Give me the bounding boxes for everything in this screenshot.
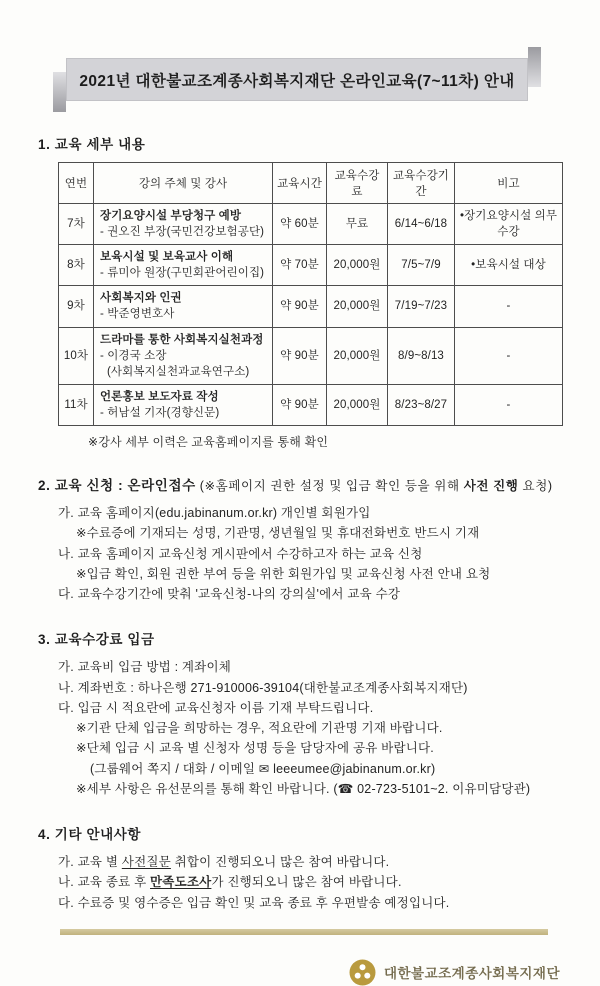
notice-ga-pre: 가. 교육 별 — [58, 855, 122, 870]
row-period: 6/14~6/18 — [388, 204, 455, 245]
row-no: 11차 — [59, 384, 94, 425]
title-banner — [66, 58, 528, 101]
list-item: 가. 교육비 입금 방법 : 계좌이체 — [58, 660, 232, 675]
lecturer: - 이경국 소장 — [100, 349, 167, 362]
section2-heading-paren — [196, 479, 553, 493]
list-item: 다. 입금 시 적요란에 교육신청자 이름 기재 부탁드립니다. — [58, 700, 374, 715]
section2-heading — [38, 474, 566, 494]
row-topic-lecturer — [94, 384, 273, 425]
row-time: 약 60분 — [273, 204, 327, 245]
row-no: 7차 — [59, 204, 94, 245]
contact-email-line: (그룹웨어 쪽지 / 대화 / 이메일 ✉ leeeumee@jabinanum.or.kr) — [90, 761, 436, 776]
row-no: 10차 — [59, 327, 94, 384]
notice-ga-underlined: 사전질문 — [121, 855, 171, 870]
row-no: 8차 — [59, 245, 94, 286]
row-note: - — [455, 327, 563, 384]
section2-paren-bold: 사전 진행 — [463, 479, 519, 494]
section-application — [38, 474, 566, 604]
row-topic-lecturer — [94, 286, 273, 327]
section-fee-payment — [38, 628, 566, 799]
row-fee: 20,000원 — [327, 327, 388, 384]
col-header-topic-lecturer: 강의 주체 및 강사 — [94, 163, 273, 204]
notice-ga-post: 취합이 진행되오니 많은 참여 바랍니다. — [170, 855, 390, 870]
lecturer: - 박준영변호사 — [100, 308, 175, 321]
table-row — [59, 204, 563, 245]
col-header-note: 비고 — [455, 163, 563, 204]
list-item: 다. 교육수강기간에 맞춰 '교육신청-나의 강의실'에서 교육 수강 — [58, 587, 401, 602]
row-period: 8/23~8/27 — [388, 384, 455, 425]
section3-heading: 3. 교육수강료 입금 — [38, 632, 155, 648]
lecture-topic: 언론홍보 보도자료 작성 — [100, 390, 219, 403]
section4-heading: 4. 기타 안내사항 — [38, 827, 142, 843]
row-period: 8/9~8/13 — [388, 327, 455, 384]
row-topic-lecturer — [94, 327, 273, 384]
footer — [38, 959, 566, 986]
row-note: •보육시설 대상 — [455, 245, 563, 286]
page-title: 2021년 대한불교조계종사회복지재단 온라인교육(7~11차) 안내 — [66, 58, 528, 101]
notice-na-pre: 나. 교육 종료 후 — [58, 875, 151, 890]
list-item — [58, 852, 566, 872]
banner-shadow-right — [528, 47, 541, 87]
table-row — [59, 286, 563, 327]
notice-na-underlined: 만족도조사 — [150, 875, 212, 890]
lecture-topic: 보육시설 및 보육교사 이해 — [100, 251, 234, 264]
banner-shadow-left — [53, 72, 66, 112]
row-period: 7/5~7/9 — [388, 245, 455, 286]
section2-paren-post: 요청) — [518, 479, 553, 494]
divider-bar — [60, 929, 548, 935]
section-other-notices — [38, 823, 566, 913]
list-item: 나. 계좌번호 : 하나은행 271-910006-39104(대한불교조계종사회복지재단) — [58, 680, 468, 695]
col-header-no: 연번 — [59, 163, 94, 204]
list-item: 가. 교육 홈페이지(edu.jabinanum.or.kr) 개인별 회원가입 — [58, 506, 371, 521]
row-time: 약 90분 — [273, 384, 327, 425]
row-note: - — [455, 384, 563, 425]
row-fee: 20,000원 — [327, 286, 388, 327]
row-note: - — [455, 286, 563, 327]
foundation-logo-icon — [349, 959, 376, 986]
lecturer: - 허남설 기자(경향신문) — [100, 406, 220, 419]
col-header-period: 교육수강기간 — [388, 163, 455, 204]
row-time: 약 70분 — [273, 245, 327, 286]
col-header-fee: 교육수강료 — [327, 163, 388, 204]
notice-na-post: 가 진행되오니 많은 참여 바랍니다. — [211, 875, 402, 890]
table-footnote: ※강사 세부 이력은 교육홈페이지를 통해 확인 — [88, 435, 329, 450]
section2-paren-pre: (※홈페이지 권한 설정 및 입금 확인 등을 위해 — [195, 479, 464, 494]
lecture-topic: 장기요양시설 부당청구 예방 — [100, 210, 242, 222]
row-fee: 20,000원 — [327, 245, 388, 286]
lecture-topic: 사회복지와 인권 — [100, 292, 182, 305]
table-row — [59, 327, 563, 384]
list-subitem: ※수료증에 기재되는 성명, 기관명, 생년월일 및 휴대전화번호 반드시 기재 — [76, 526, 480, 541]
lecture-topic: 드라마를 통한 사회복지실천과정 — [100, 333, 264, 346]
section2-heading-main: 2. 교육 신청 : 온라인접수 — [38, 478, 196, 494]
table-row — [59, 245, 563, 286]
row-note: •장기요양시설 의무수강 — [455, 204, 563, 245]
table-header-row — [59, 163, 563, 204]
list-item — [58, 872, 566, 892]
list-item: 다. 수료증 및 영수증은 입금 확인 및 교육 종료 후 우편발송 예정입니다. — [58, 895, 450, 910]
lecturer: - 류미아 원장(구민회관어린이집) — [100, 267, 265, 280]
row-fee: 20,000원 — [327, 384, 388, 425]
row-topic-lecturer — [94, 245, 273, 286]
row-fee: 무료 — [327, 204, 388, 245]
lecturer-affiliation: (사회복지실천과교육연구소) — [107, 365, 250, 378]
row-time: 약 90분 — [273, 327, 327, 384]
lecturer: - 권오진 부장(국민건강보험공단) — [100, 226, 265, 239]
row-topic-lecturer — [94, 204, 273, 245]
list-subitem: ※입금 확인, 회원 권한 부여 등을 위한 회원가입 및 교육신청 사전 안내 요청 — [76, 566, 491, 581]
list-subitem: ※기관 단체 입금을 희망하는 경우, 적요란에 기관명 기재 바랍니다. — [76, 721, 443, 736]
section1-heading: 1. 교육 세부 내용 — [38, 137, 146, 152]
row-period: 7/19~7/23 — [388, 286, 455, 327]
row-no: 9차 — [59, 286, 94, 327]
row-time: 약 90분 — [273, 286, 327, 327]
foundation-name: 대한불교조계종사회복지재단 — [383, 966, 560, 982]
section-education-details — [38, 133, 566, 450]
list-item: 나. 교육 홈페이지 교육신청 게시판에서 수강하고자 하는 교육 신청 — [58, 546, 423, 561]
list-subitem: ※단체 입금 시 교육 별 신청자 성명 등을 담당자에 공유 바랍니다. — [76, 741, 434, 756]
col-header-time: 교육시간 — [273, 163, 327, 204]
contact-phone-line: ※세부 사항은 유선문의를 통해 확인 바랍니다. (☎ 02-723-5101~2. 이유미담당관) — [76, 781, 531, 796]
education-schedule-table — [58, 162, 563, 426]
table-row — [59, 384, 563, 425]
